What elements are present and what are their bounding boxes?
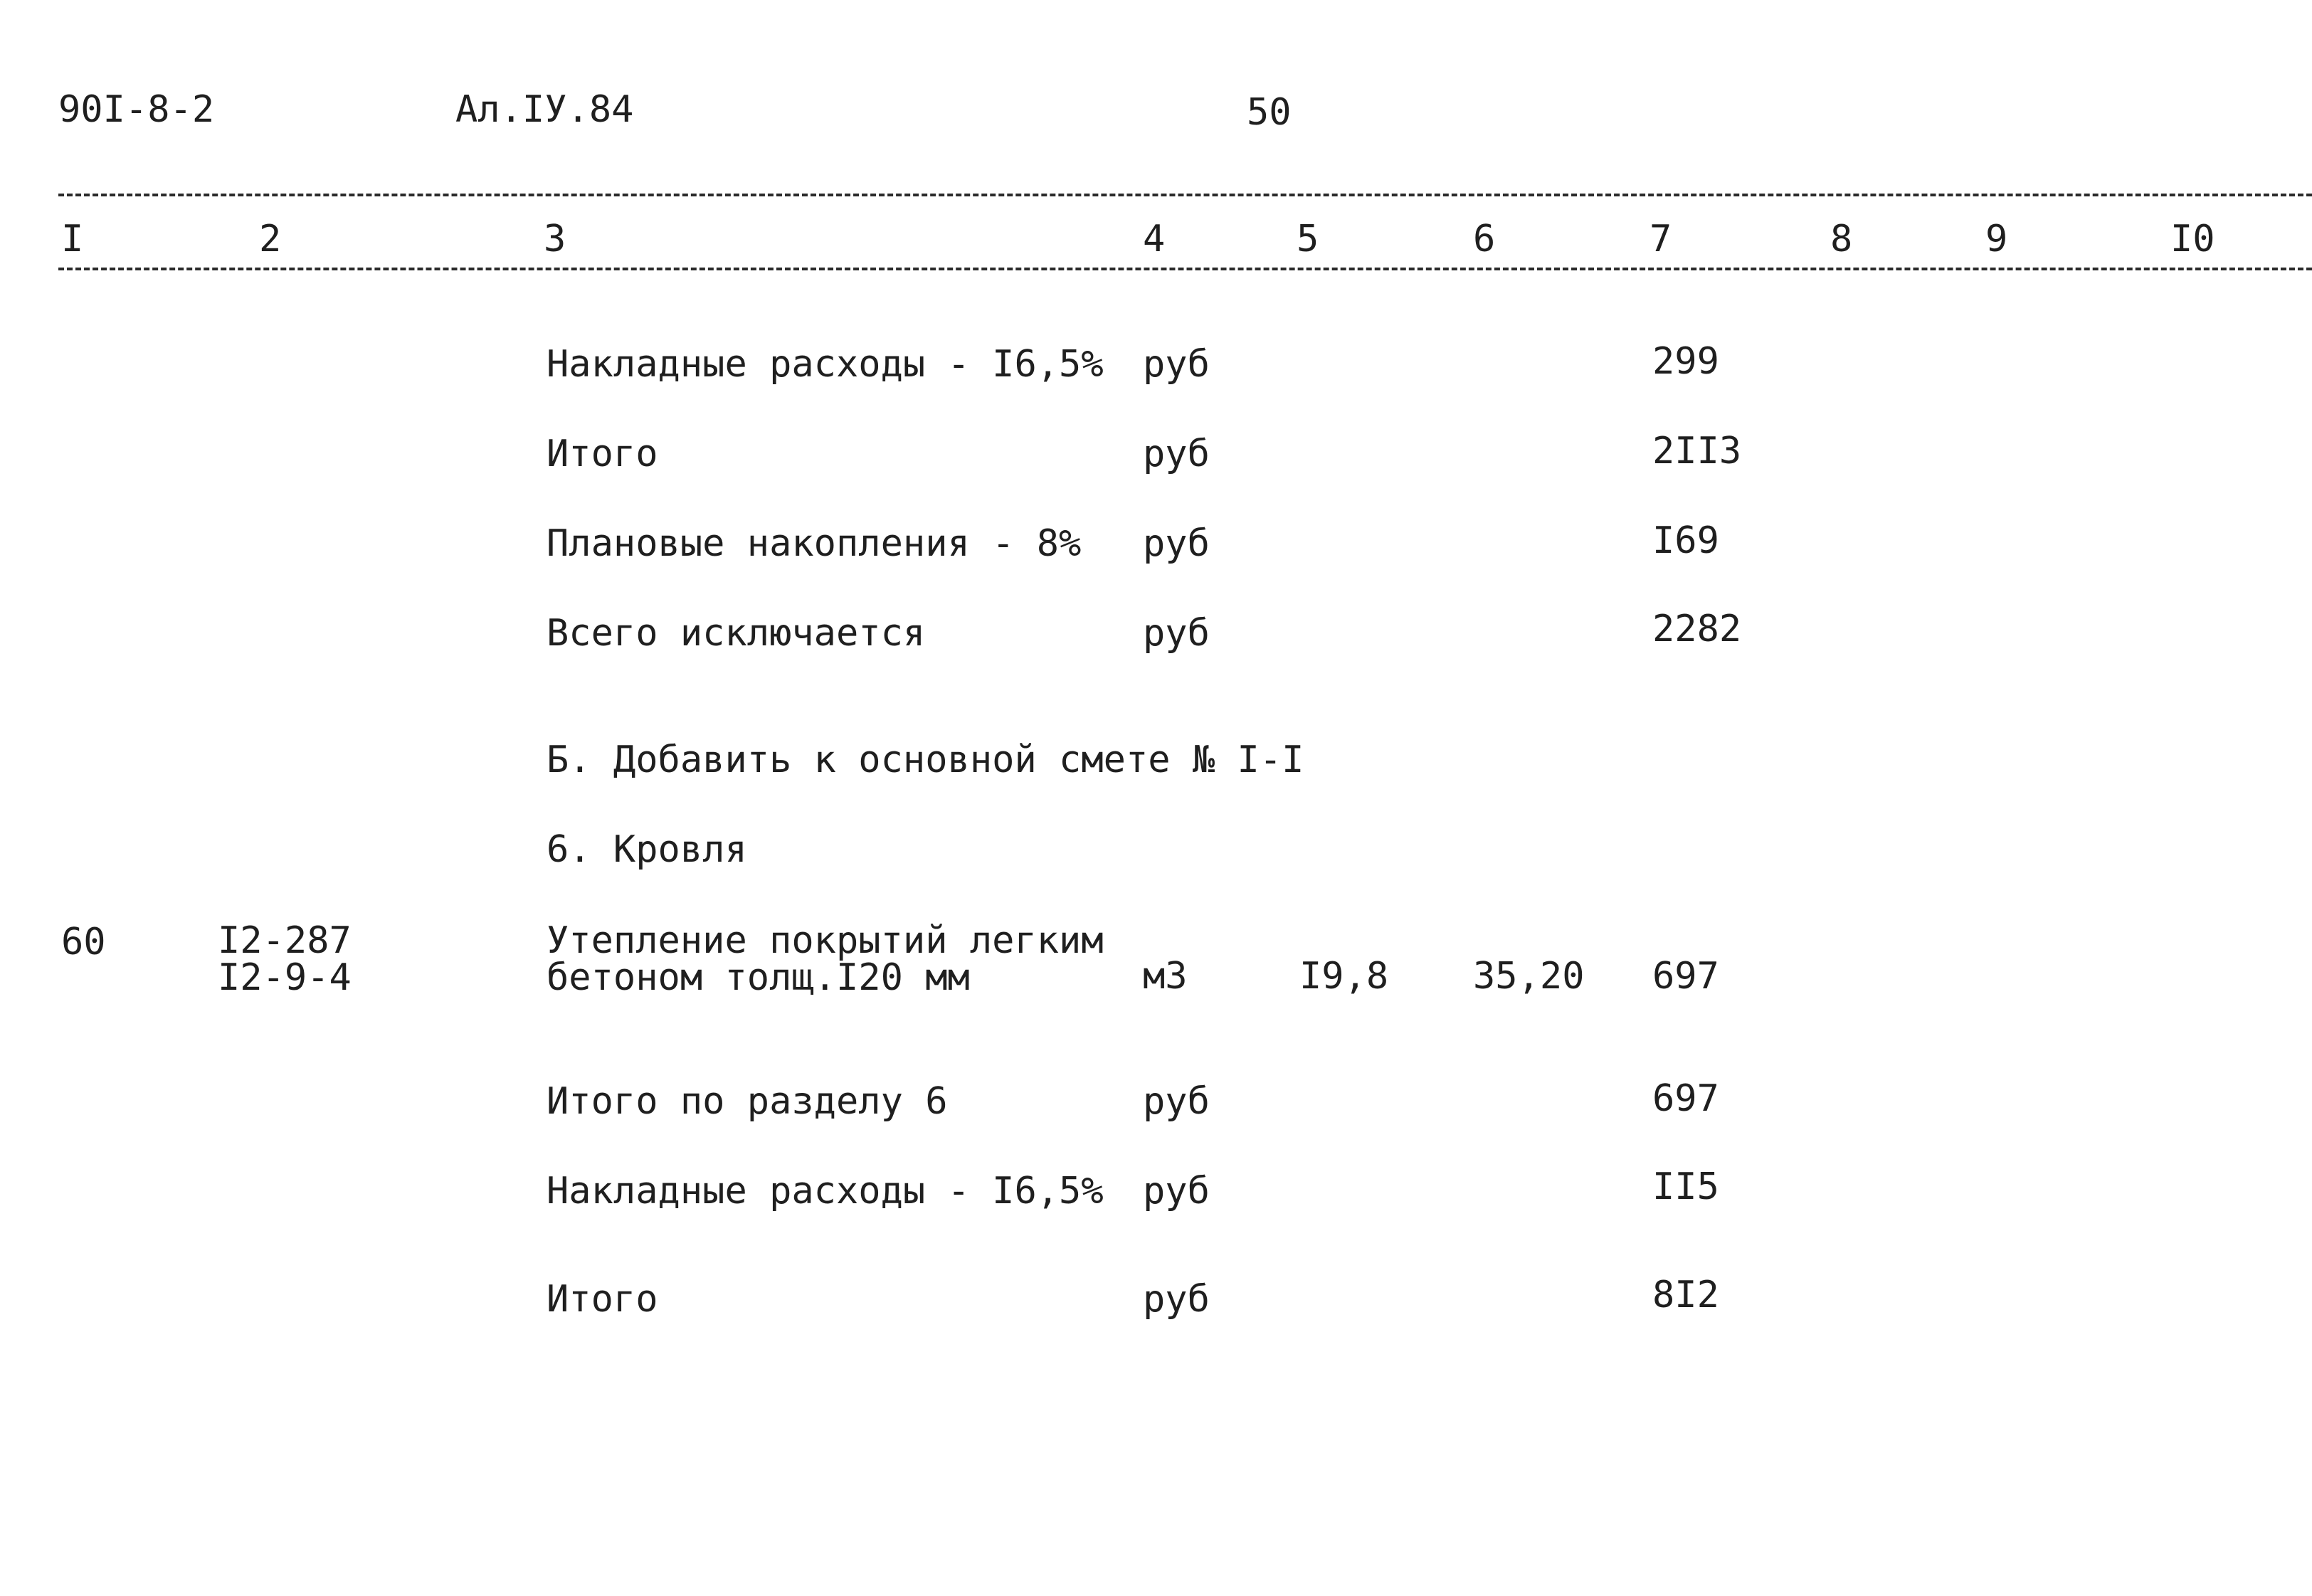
row-name: Накладные расходы - I6,5% [547,343,1104,386]
column-header-3: 3 [544,218,566,260]
item-quantity: I9,8 [1299,955,1389,998]
item-number: 60 [61,921,106,963]
row-total: 8I2 [1652,1274,1719,1316]
row-name: Плановые накопления - 8% [547,522,1082,565]
row-total: II5 [1652,1166,1719,1208]
row-unit: руб [1143,1170,1210,1212]
item-name-line-2: бетоном толщ.I20 мм [547,956,970,999]
column-header-5: 5 [1297,218,1319,260]
row-total: I69 [1652,519,1719,562]
column-header-7: 7 [1649,218,1672,260]
row-name: Итого [547,1278,658,1321]
item-total: 697 [1652,955,1719,998]
row-unit: руб [1143,343,1210,386]
column-header-6: 6 [1473,218,1496,260]
row-unit: руб [1143,522,1210,565]
row-total: 299 [1652,340,1719,383]
section-b-title: Б. Добавить к основной смете № I-I [547,739,1304,781]
column-header-9: 9 [1985,218,2008,260]
row-total: 697 [1652,1077,1719,1120]
column-header-10: I0 [2170,218,2215,260]
page-number: 50 [1247,91,1292,134]
row-name: Итого [547,433,658,475]
row-name: Итого по разделу 6 [547,1080,948,1123]
doc-code: 90I-8-2 [58,88,215,131]
album-code: Ал.IУ.84 [455,88,634,131]
subsection-title: 6. Кровля [547,828,747,871]
row-total: 2282 [1652,608,1742,650]
item-code-1: I2-287 [218,919,352,962]
column-header-4: 4 [1143,218,1166,260]
column-header-1: I [61,218,84,260]
item-price: 35,20 [1473,955,1585,998]
row-unit: руб [1143,433,1210,475]
column-header-8: 8 [1830,218,1853,260]
row-name: Всего исключается [547,612,926,655]
item-code-2: I2-9-4 [218,956,352,999]
header-top-rule [58,194,2312,196]
row-unit: руб [1143,1080,1210,1123]
row-total: 2II3 [1652,430,1742,472]
row-unit: руб [1143,1278,1210,1321]
row-unit: руб [1143,612,1210,655]
column-header-2: 2 [259,218,282,260]
item-name-line-1: Утепление покрытий легким [547,919,1104,962]
item-unit: м3 [1143,955,1188,998]
row-name: Накладные расходы - I6,5% [547,1170,1104,1212]
header-bottom-rule [58,268,2312,270]
